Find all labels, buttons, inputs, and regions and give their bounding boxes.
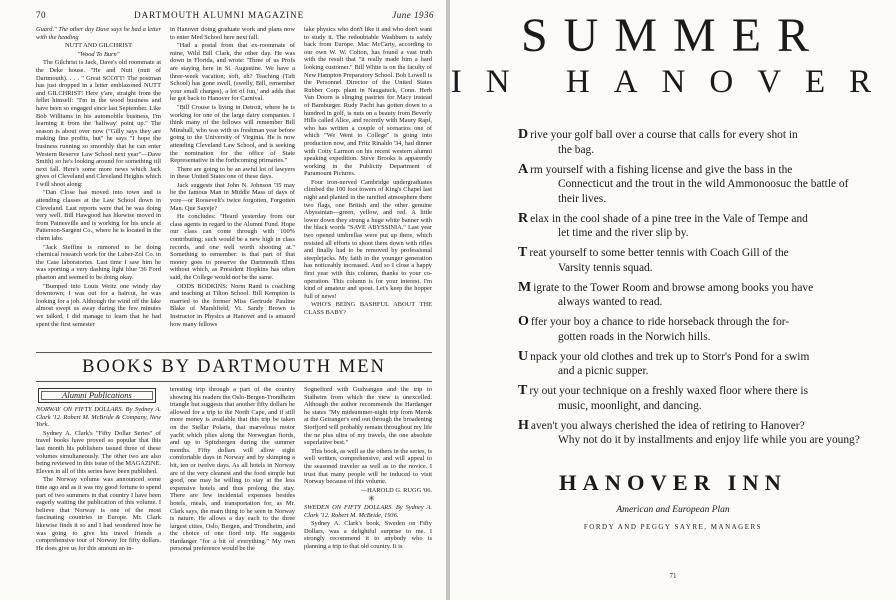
book-citation: SWEDEN ON FIFTY DOLLARS. By Sydney A. Clark '12. Robert M. McBride, 1936. [304, 503, 432, 519]
fleuron-ornament: ✳ [368, 494, 375, 504]
ad-title-summer: SUMMER [520, 9, 826, 62]
activity-item [518, 350, 868, 379]
activity-item [518, 163, 868, 207]
initial-letter: T [518, 383, 528, 398]
paragraph: He concludes: "Heard yesterday from our class agents in regard to the Alumni Fund. Hope our class can come through with 100% contributing; such would be a new high in class records, and one well worth shooting at." Something to remember: is that part of that money goes to preserve the Dartmouth Elms without which, as President Hopkins has often said, the College would not be the same. [170, 213, 295, 281]
initial-letter: R [518, 210, 529, 226]
activity-item [518, 128, 868, 157]
initial-letter: D [518, 127, 529, 142]
letter-subheading: "Wood To Burn" [77, 50, 120, 58]
activity-item [518, 246, 868, 275]
activity-text: elax in the cool shade of a pine tree in the Vale of Tempe and [530, 212, 808, 225]
paragraph: Guard." The other day Dave says he had a letter with the heading [36, 26, 161, 41]
paragraph: Jack suggests that John N. Johnson '35 may be the famous Man in Middle Mass of days of yore—or Roosevelt's twice forgotten, Forgotten Man. Que Sayeje? [170, 181, 295, 212]
column-3 [304, 26, 432, 349]
paragraph: The Gilchrist is Jack, Dave's old roommate at the Deke house. "He and Nutt (nutt of Dartmouth). . . . " Great SCOTT! The postman has just dropped in a letter emblazoned NUTT and GILCHRIST! Here y'are, straight from the fellet himself: "I'm in the wood business and have been so engaged since last September. Like Bob Williams in his automobile business, I'm learning it from the 'halfway' point up." The season is about over now ("Gilly says they are making fine profits, but" he says "I hope the business running so smoothly that he can enter Western Reserve Law School next year"—Dave Smith) so he's looking around for something till next fall. Here's some more news which Jack gives of Cleveland and Cleveland Heights which I will shoot along: [36, 59, 161, 188]
section-rule [36, 381, 432, 382]
activity-item [518, 315, 868, 344]
managers-line: FORDY AND PEGGY SAYRE, MANAGERS [583, 523, 763, 531]
activity-item [518, 384, 868, 413]
activity-continuation: music, moonlight, and dancing. [558, 399, 702, 412]
paragraph: Sognefiord with Gudvangen and the trip to Stalheim from which the view is unexcelled. Although the author recommends the Hardanger he states "My midsummer-night trip from Merok at the Geiranger's end out through the broadening Storfjord will probably remain throughout my life the ne plus ultra of my travels, the one absolute superlative best." [304, 386, 432, 447]
paragraph: "Had a postal from that ex-roommate of mine, Wild Bill Clark, the other day. He was down in Florida, and wrote: 'Three of us Profs are staying here in St. Augustine. We have a three-week vacation; soft, eh? Teaching (Taft School) has gone swell, (swelly, Bill, remember your small charges), a lot of fun,' and adds that he got back to Hanover for Carnival. [170, 42, 295, 103]
alumni-publications-box: Alumni Publications [38, 388, 156, 403]
books-column-2 [170, 386, 295, 596]
initial-letter: O [518, 314, 529, 329]
activity-continuation: the bag. [558, 143, 595, 156]
paragraph: "Jack Steffins is rumored to be doing chemical research work for the Luber-Zol Co. in the Case laboratories. Last time I saw him he was sporting a very dashing light blue '36 Ford phaeton and seemed to be doing okay. [36, 243, 161, 281]
activity-text: rm yourself with a fishing license and give the bass in the [530, 163, 793, 176]
activity-text: ffer your boy a chance to ride horseback through the for- [530, 316, 790, 328]
activity-continuation: Why not do it by installments and enjoy life while you are young? [558, 434, 860, 446]
activity-item [518, 281, 868, 310]
book-citation: NORWAY ON FIFTY DOLLARS. By Sydney A. Clark '12. Robert M. McBride & Company, New York. [36, 406, 161, 429]
closing-question: WHO'S BEING BASHFUL ABOUT THE CLASS BABY? [304, 301, 432, 316]
activity-continuation: Connecticut and the trout in the wild Ammonoosuc the battle of their lives. [558, 178, 849, 205]
books-column-3 [304, 386, 432, 596]
books-column-1 [36, 406, 161, 596]
activity-item [518, 419, 868, 448]
paragraph: teresting trip through a part of the country showing his readers the Oslo-Bergen-Trondheim triangle but suggests that another fifty dollars be allowed for a trip to the North Cape, and if still more money is available that this trip be taken on the Stellar Polaris, that marvelous motor yacht which plies along the Norwegian fiords, and up to Spitzbergen during the summer months. Fifty dollars will allow eight comfortable days in Norway and by skimping a bit, ten or twelve days. As all hotels in Norway are of the very cleanest and the food simple but good, one may be willing to stay at the less expensive hotels and thus prolong the stay. There are few incidental expenses besides hotels, meals, and transportation for, as Mr. Clark says, the main thing to be seen in Norway is nature. He allows a day each to the three largest cities, Oslo, Bergen, and Trondheim, and the choice of one fiord trip. He suggests Hardanger "for a bit of everything." My own personal preference would be the [170, 386, 295, 553]
section-rule [36, 352, 432, 353]
paragraph: in Hanover doing graduate work and plans now to enter Med School here next fall. [170, 26, 295, 41]
activity-list [518, 128, 868, 453]
paragraph: "Bumped into Louis Weitz one windy day downtown; I was out for a haircut, he was looking for a job. Although the wind off the lake almost swept us away during the few minutes we talked, I did manage to learn that he had spent the first semester [36, 282, 161, 328]
ad-title-in-hanover: IN HANOVER [450, 64, 896, 100]
activity-continuation: let time and the river slip by. [558, 227, 689, 239]
paragraph: take physics who don't like it and who don't want to study it. The redoubtable Washburn is safely back from Europe. Mac McCarty, according to our own W. W. Colton, has found a vast truth with the result that "it really made him a hard looking customer." Bill White is on the faculty of New Hampton Preparatory School. Bob Lowell is the Personnel Director of the United States Rubber Corp. plant in Naugatuck, Conn. Herb Van Doorn is slinging pastries for Macy instead of Bamburger. Rudy Pacht has gotten down to a hundred in golf, is nuts on a beauty from Beverly Hills called Alice, and recently with Maury Rapf, who has written a couple of scenarios one of which "We Went to College" is going into production now, and Fritz Rinaldo '34, had dinner with Cotty Larmon on his recent western alumni speaking expedition. Steve Brooks is apparently working in the Publicity Department of Paramount Pictures. [304, 26, 432, 178]
initial-letter: H [518, 417, 529, 433]
plan-line: American and European Plan [616, 505, 730, 515]
activity-text: npack your old clothes and trek up to Storr's Pond for a swim [530, 350, 810, 363]
paragraph: This book, as well as the others in the series, is well written, comprehensive, and will appeal to the seasoned traveler as well as to the novice. I trust that many people will be induced to visit Norway because of this volume. [304, 447, 432, 486]
activity-text: igrate to the Tower Room and browse among books you have [533, 281, 814, 294]
hanover-inn-name: HANOVER INN [559, 470, 787, 495]
paragraph: There are going to be an awful lot of lawyers in these United States one of these days. [170, 165, 295, 181]
left-page [0, 0, 446, 600]
initial-letter: U [518, 348, 529, 364]
activity-item [518, 212, 868, 241]
initial-letter: M [518, 279, 532, 295]
reviewer-signature: —HAROLD G. RUGG '06. [360, 486, 432, 494]
paragraph: Four iron-nerved Cambridge undergraduates climbed the 100 foot towers of King's Chapel last night and planted in the rarefied atmosphere there two flags, one British and the other genuine Abyssinian—green, yellow, and red. A little lower down they strung a huge white banner with the black words "SAVE ABYSSINIA." Last year two opened umbrellas were put up there, which resisted all efforts to shoot them down with rifles and finally had to be removed by professional steeplejacks. My faith in the younger generation has noticeably increased. And so I close a happy first year with this column, thanks to your co-operation. This column is for your interest. I'm kind of amateur and spout. Let's keep the hopper full of news! [304, 178, 432, 300]
activity-continuation: Varsity tennis squad. [558, 261, 653, 274]
letter-heading: NUTT AND GILCHRIST [65, 42, 132, 50]
paragraph: "Dan Close has moved into town and is attending classes at the Law School down in Cleveland. Last reports were that he was doing very well. Bill Hawgood has likewise moved in from Painesville and is working for his uncle at Patterson-Sargent Co., where he is located in the chem labs. [36, 189, 161, 243]
paragraph: Sydney A. Clark's book, Sweden on Fifty Dollars, was a delightful surprise to me. I strongly recommend it to anybody who is planning a trip to that old country. It is [304, 520, 432, 550]
activity-continuation: and a picnic supper. [558, 365, 649, 377]
paragraph: The Norway volume was announced some time ago and as it was my good fortune to spend part of two summers in that country I have been eagerly waiting the publication of this volume. I believe that Norway is one of the most fascinating countries in Europe. Mr. Clark likewise finds it so and I had wondered how he was going to give his travel friends a comprehensive tour of Norway for fifty dollars. He does give us for this amount an in- [36, 476, 161, 552]
activity-text: rive your golf ball over a course that calls for every shot in [530, 129, 798, 141]
activity-continuation: always wanted to read. [558, 296, 663, 308]
magazine-title: DARTMOUTH ALUMNI MAGAZINE [134, 10, 305, 20]
paragraph: Sydney A. Clark's "Fifty Dollar Series" of travel books have proved so popular that this last month his publishers issued three of these volumes simultaneously. The other two are also being reviewed in this issue of the MAGAZINE. Eleven in all of this series have been published. [36, 429, 161, 475]
running-header [36, 10, 434, 20]
activity-text: ry out your technique on a freshly waxed floor where there is [529, 385, 809, 397]
issue-date: June 1936 [392, 10, 434, 20]
activity-text: reat yourself to some better tennis with Coach Gill of the [529, 247, 789, 259]
right-page-number: 71 [669, 572, 677, 580]
paragraph: "Bill Crouse is living in Detroit, where he is working for one of the large dairy companies. I think many of the fellows will remember Bill Minshall, who was with us freshman year before going to the University of Virginia. He is now attending Cleveland Law School, and is seeking the nomination for the office of State Representative in the forthcoming primaries." [170, 103, 295, 165]
paragraph: ODDS BODKINS: Norm Rand is coaching and teaching at Tilton School. Bill Kempton is married to the former Miss Gertrude Pauline Blake of Marshfield, Vt. Sandy Brown is Instructor in Physics at Hanover and is amazed how many fellows [170, 282, 295, 328]
initial-letter: T [518, 245, 528, 260]
activity-text: aven't you always cherished the idea of retiring to Hanover? [530, 419, 805, 432]
left-page-number: 70 [36, 10, 46, 20]
column-1 [36, 26, 161, 349]
initial-letter: A [518, 161, 529, 177]
activity-continuation: gotten roads in the Norwich hills. [558, 330, 711, 343]
books-heading: BOOKS BY DARTMOUTH MEN [82, 357, 386, 377]
column-2 [170, 26, 295, 349]
right-page [450, 0, 896, 600]
